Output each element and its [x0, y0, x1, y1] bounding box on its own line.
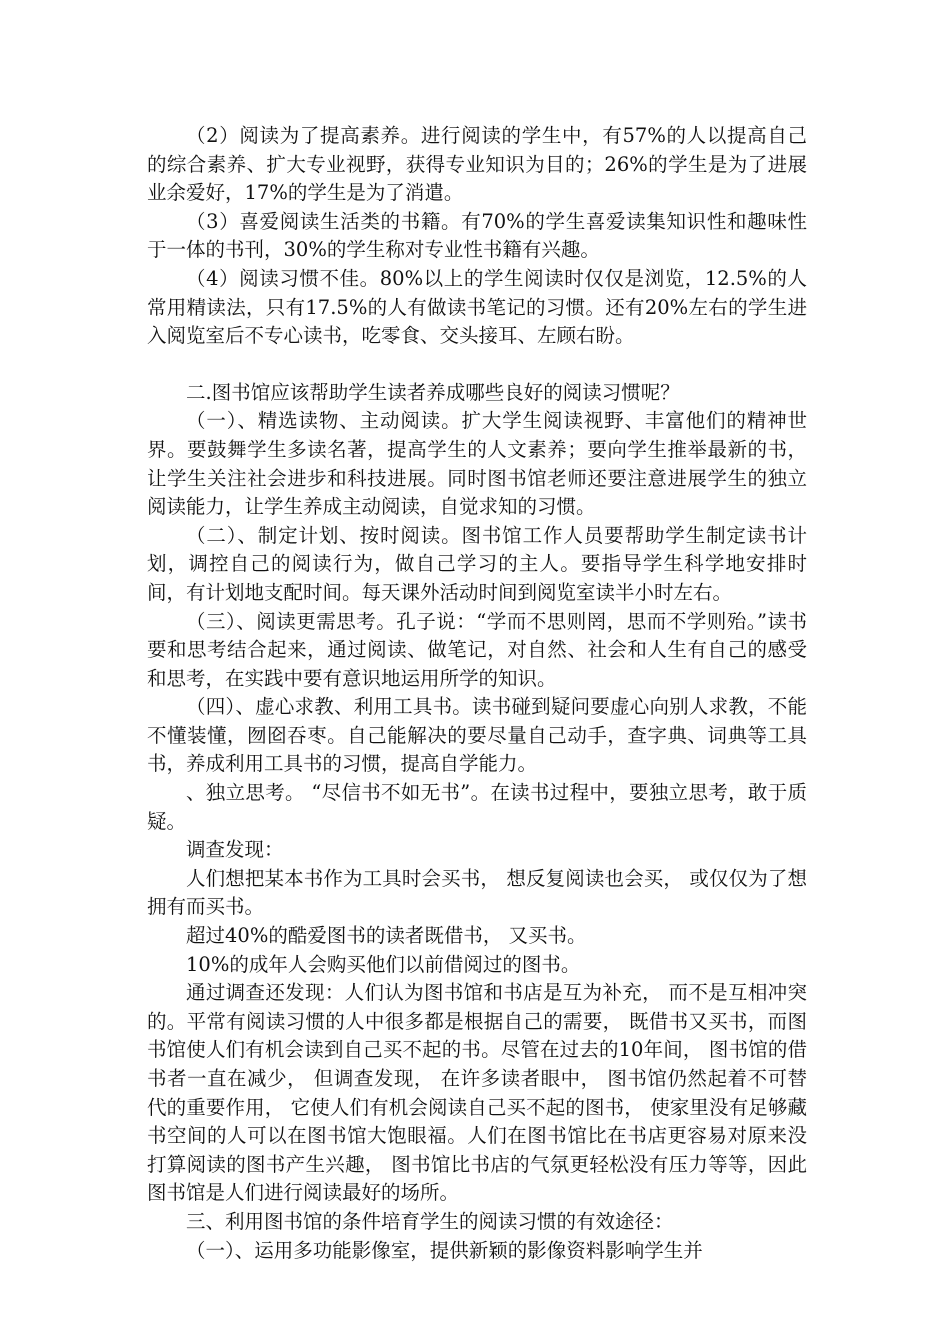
paragraph-survey-heading: 调查发现：: [186, 838, 284, 862]
paragraph-select-reading: （一）、精选读物、主动阅读。扩大学生阅读视野、丰富他们的精神世界。要鼓舞学生多读名著，提高学生的人文素养；要向学生推举最新的书，让学生关注社会进步和科技进展。同时图书馆老师还要注意进展学生的独立阅读能力，让学生养成主动阅读，自觉求知的习惯。: [147, 409, 807, 519]
paragraph-buying-books: 人们想把某本书作为工具时会买书， 想反复阅读也会买， 或仅仅为了想拥有而买书。: [147, 866, 807, 919]
paragraph-borrow-and-buy: 超过40%的酷爱图书的读者既借书， 又买书。: [186, 924, 587, 948]
paragraph-poor-habits: （4）阅读习惯不佳。80%以上的学生阅读时仅仅是浏览，12.5%的人常用精读法，只有17.5%的人有做读书笔记的习惯。还有20%左右的学生进入阅览室后不专心读书，吃零食、交头接耳、左顾右盼。: [147, 266, 807, 348]
paragraph-independent-thinking: 、独立思考。 “尽信书不如无书”。在读书过程中，要独立思考，敢于质疑。: [147, 781, 807, 833]
paragraph-life-books: （3）喜爱阅读生活类的书籍。有70%的学生喜爱读集知识性和趣味性于一体的书刊，30%的学生称对专业性书籍有兴趣。: [147, 209, 807, 262]
paragraph-adults-buy: 10%的成年人会购买他们以前借阅过的图书。: [186, 952, 581, 976]
paragraph-library-bookstore: 通过调查还发现：人们认为图书馆和书店是互为补充， 而不是互相冲突的。平常有阅读习惯的人中很多都是根据自己的需要， 既借书又买书，而图书馆使人们有机会读到自己买不起的书。尽管在过去的10年间， 图书馆的借书者一直在减少， 但调查发现， 在许多读者眼中， 图书馆仍然起着不可替代的重要作用， 它使人们有机会阅读自己买不起的图书， 使家里没有足够藏书空间的人可以在图书馆大饱眼福。人们在图书馆比在书店更容易对原来没打算阅读的图书产生兴趣， 图书馆比书店的气氛更轻松没有压力等等，因此图书馆是人们进行阅读最好的场所。: [147, 981, 807, 1205]
paragraph-multimedia-room: （一）、运用多功能影像室，提供新颖的影像资料影响学生并: [186, 1238, 703, 1262]
section-heading-two: 二.图书馆应该帮助学生读者养成哪些良好的阅读习惯呢？: [186, 380, 680, 404]
paragraph-reading-thinking: （三）、阅读更需思考。孔子说：“学而不思则罔，思而不学则殆。”读书要和思考结合起来，通过阅读、做笔记，对自然、社会和人生有自己的感受和思考，在实践中要有意识地运用所学的知识。: [147, 609, 807, 690]
paragraph-reading-plan: （二）、制定计划、按时阅读。图书馆工作人员要帮助学生制定读书计划，调控自己的阅读行为，做自己学习的主人。要指导学生科学地安排时间，有计划地支配时间。每天课外活动时间到阅览室读半小时左右。: [147, 523, 807, 604]
section-heading-three: 三、利用图书馆的条件培育学生的阅读习惯的有效途径：: [186, 1209, 674, 1233]
document-body: [147, 122, 807, 1265]
paragraph-reference-tools: （四）、虚心求教、利用工具书。读书碰到疑问要虚心向别人求教，不能不懂装懂，囫囵吞枣。自己能解决的要尽量自己动手，查字典、词典等工具书，养成利用工具书的习惯，提高自学能力。: [147, 695, 807, 776]
paragraph-reading-for-quality: （2）阅读为了提高素养。进行阅读的学生中，有57%的人以提高自己的综合素养、扩大专业视野，获得专业知识为目的；26%的学生是为了进展业余爱好，17%的学生是为了消遣。: [147, 124, 807, 205]
